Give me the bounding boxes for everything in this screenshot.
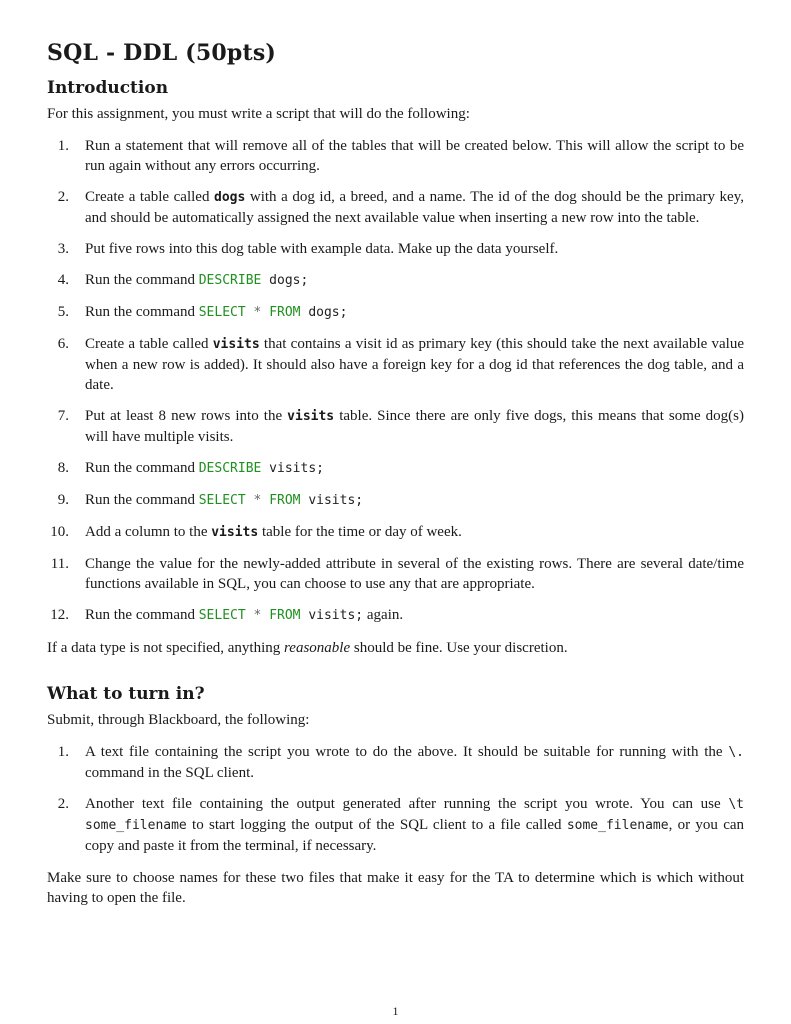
list-item: [47, 302, 744, 323]
list-item: [47, 490, 744, 511]
list-number: 11.: [50, 556, 69, 572]
sql-keyword: SELECT: [198, 493, 246, 508]
page-title: SQL - DDL (50pts): [47, 40, 277, 66]
inline-code: visits: [211, 525, 259, 540]
sql-keyword: DESCRIBE: [198, 273, 262, 288]
list-item: [47, 334, 744, 395]
note-text: If a data type is not specified, anything: [47, 640, 285, 656]
data-type-note: [47, 638, 744, 658]
closing-note: Make sure to choose names for these two files that make it easy for the TA to determine which is which without having to open the file.: [47, 870, 744, 906]
inline-code: visits: [212, 337, 260, 352]
sql-star: *: [245, 305, 270, 320]
list-text: Another text file containing the output generated after running the script you wrote. You can use: [85, 796, 729, 812]
list-text: again.: [363, 607, 404, 623]
sql-keyword: FROM: [269, 305, 301, 320]
sql-keyword: SELECT: [198, 305, 246, 320]
list-text: table. Since there are only five dogs, this means that some dog(s) will have multiple visits.: [85, 408, 744, 445]
list-text: command in the SQL client.: [85, 765, 254, 781]
list-number: 10.: [50, 524, 69, 540]
list-item: [47, 458, 744, 479]
list-text: A text file containing the script you wrote to do the above. It should be suitable for running with the: [85, 744, 729, 760]
list-number: 1.: [57, 744, 69, 760]
list-item: [47, 522, 744, 543]
inline-code: dogs: [214, 190, 246, 205]
list-text: Create a table called: [85, 336, 213, 352]
list-item: [47, 742, 744, 783]
list-text: Run the command: [85, 460, 199, 476]
list-item: [47, 136, 744, 176]
document-page: [47, 40, 744, 908]
list-item: [47, 605, 744, 626]
sql-keyword: DESCRIBE: [198, 461, 262, 476]
list-text: Create a table called: [85, 189, 215, 205]
list-number: 12.: [50, 607, 69, 623]
list-item: [47, 794, 744, 856]
section-heading-turn-in: What to turn in?: [47, 684, 205, 704]
sql-keyword: SELECT: [198, 608, 246, 623]
list-item: [47, 554, 744, 594]
list-text: to start logging the output of the SQL client to a file called: [186, 817, 567, 833]
list-text: table for the time or day of week.: [258, 524, 462, 540]
inline-code: visits;: [300, 493, 364, 508]
list-text: Run a statement that will remove all of the tables that will be created below. This will allow the script to be run again without any errors occurring.: [85, 138, 744, 174]
note-text: should be fine. Use your discretion.: [350, 640, 568, 656]
list-text: Run the command: [85, 272, 199, 288]
list-item: [47, 187, 744, 228]
inline-code: \.: [728, 745, 744, 760]
list-number: 6.: [57, 336, 69, 352]
list-text: , or you can copy and paste it from the terminal, if necessary.: [85, 817, 745, 854]
list-number: 7.: [57, 408, 69, 424]
turnin-list: [47, 742, 744, 856]
list-text: Put at least 8 new rows into the: [85, 408, 288, 424]
sql-keyword: FROM: [269, 493, 301, 508]
list-text: Change the value for the newly-added attribute in several of the existing rows. There are several date/time functions available in SQL, you can choose to use any that are appropriate.: [85, 556, 744, 592]
inline-code: visits;: [300, 608, 364, 623]
list-number: 9.: [57, 492, 69, 508]
list-number: 2.: [57, 189, 69, 205]
inline-code: dogs;: [300, 305, 348, 320]
list-text: Put five rows into this dog table with example data. Make up the data yourself.: [85, 241, 559, 257]
turnin-lead: Submit, through Blackboard, the following:: [47, 712, 310, 728]
list-text: with a dog id, a breed, and a name. The id of the dog should be the primary key, and should be automatically assigned the next available value when inserting a new row into the table.: [85, 189, 744, 226]
list-text: Run the command: [85, 492, 199, 508]
list-item: [47, 270, 744, 291]
list-number: 1.: [57, 138, 69, 154]
list-number: 4.: [57, 272, 69, 288]
inline-code: visits;: [261, 461, 324, 476]
list-number: 5.: [57, 304, 69, 320]
list-item: [47, 406, 744, 447]
sql-keyword: FROM: [269, 608, 301, 623]
intro-lead: For this assignment, you must write a script that will do the following:: [47, 106, 470, 122]
list-text: that contains a visit id as primary key (this should take the next available value when a new row is added). It should also have a foreign key for a dog id that references the dog table, and a date.: [85, 336, 744, 393]
list-text: Run the command: [85, 607, 199, 623]
note-emphasis: reasonable: [284, 640, 351, 656]
list-number: 2.: [57, 796, 69, 812]
list-text: Add a column to the: [85, 524, 212, 540]
list-text: Run the command: [85, 304, 199, 320]
list-item: [47, 239, 744, 259]
list-number: 8.: [57, 460, 69, 476]
sql-star: *: [245, 608, 270, 623]
inline-code: dogs;: [261, 273, 309, 288]
section-heading-introduction: Introduction: [47, 78, 169, 98]
inline-code: visits: [287, 409, 335, 424]
instructions-list: [47, 136, 744, 626]
list-number: 3.: [57, 241, 69, 257]
sql-star: *: [245, 493, 270, 508]
inline-code: some_filename: [566, 818, 669, 833]
page-number: 1: [392, 1004, 399, 1018]
inline-code: \t some_filename: [85, 797, 744, 833]
